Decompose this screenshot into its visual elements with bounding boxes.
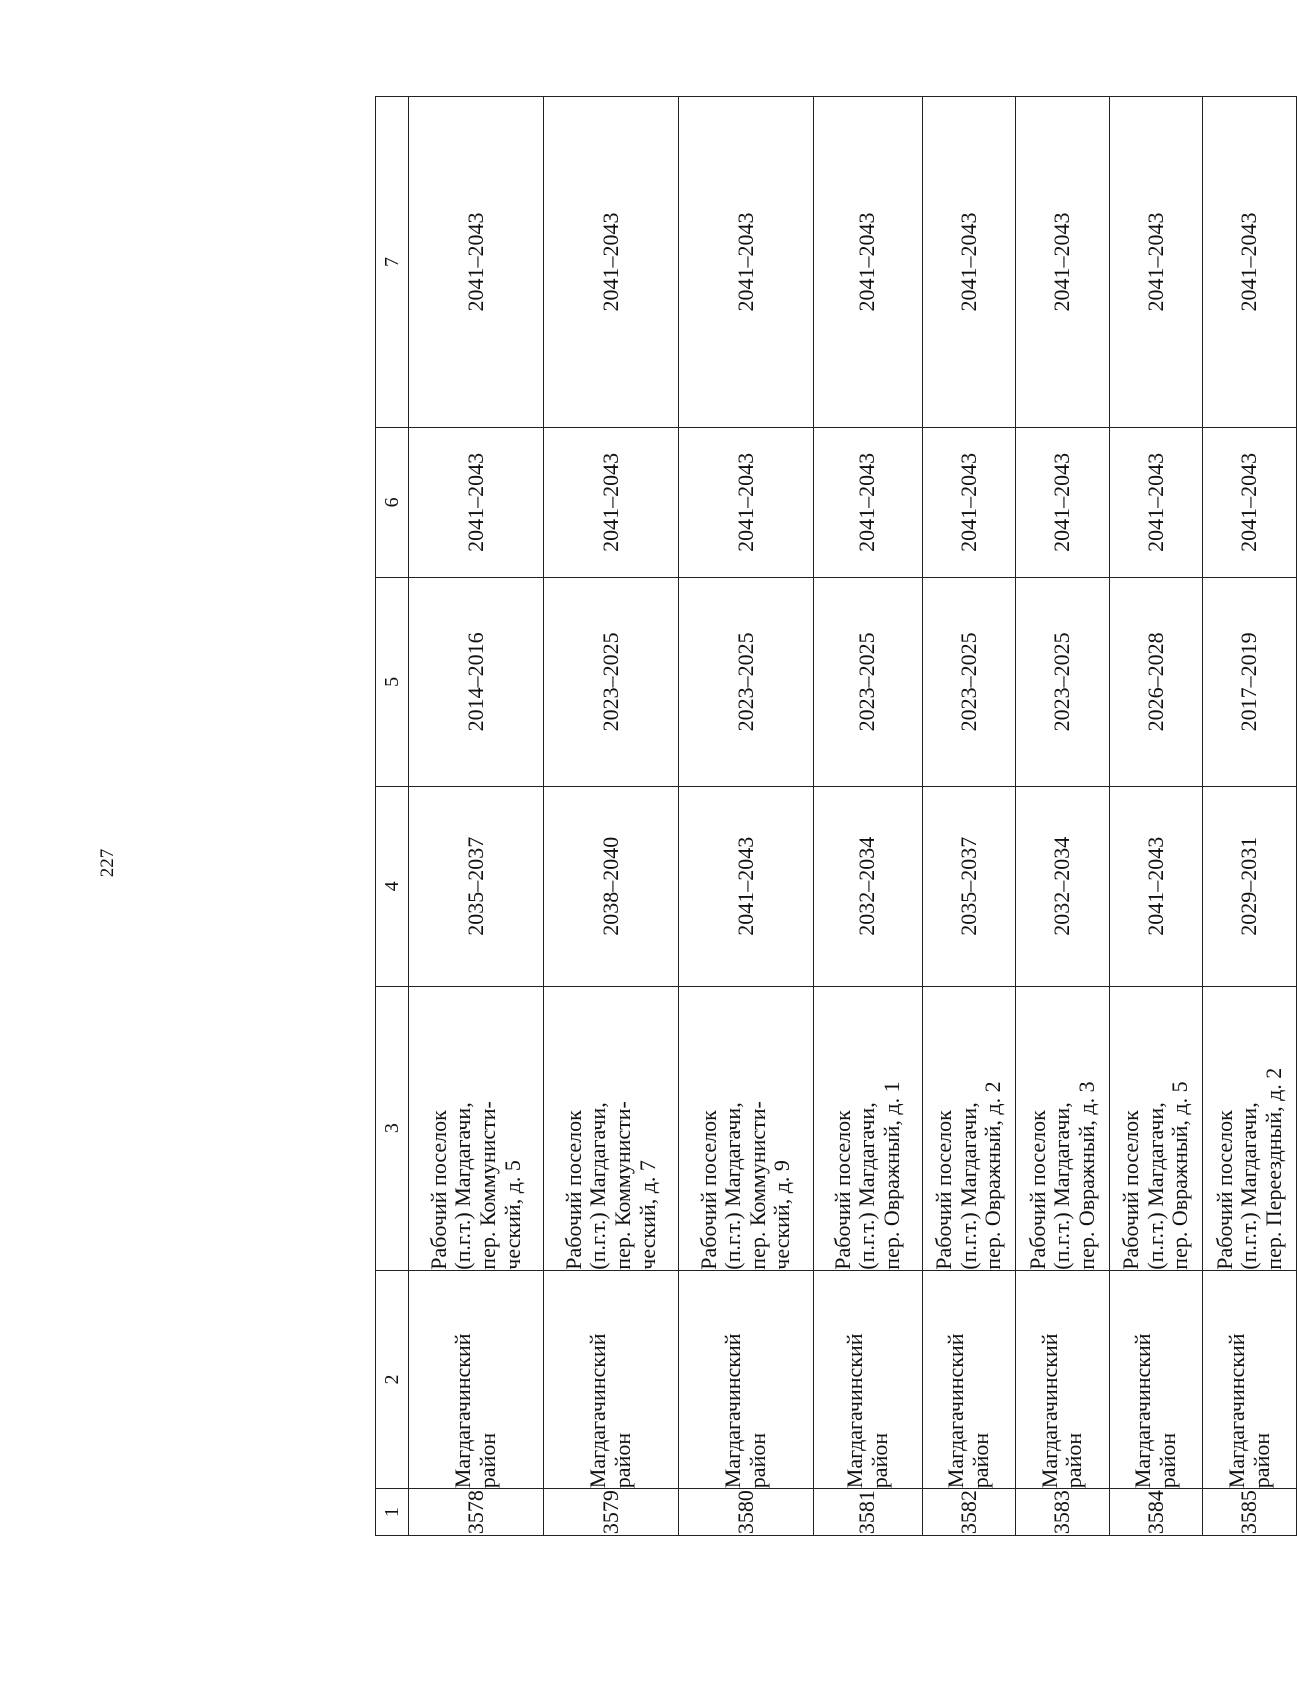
address-cell [1203,986,1297,1270]
address-line: Рабочий поселок [1118,1110,1144,1270]
row-number-cell: 3584 [1109,1489,1203,1536]
table-container [375,96,1297,1536]
address-line: ческий, д. 7 [634,1160,660,1270]
district-line: район [1248,1432,1274,1489]
row-number-cell: 3578 [409,1489,544,1536]
address-cell [543,986,678,1270]
col4-period-cell: 2038–2040 [543,786,678,986]
col5-period-cell: 2026–2028 [1109,577,1203,786]
district-line: Магдагачинский [1224,1333,1250,1489]
address-line: ческий, д. 9 [769,1160,795,1270]
address-cell [922,986,1016,1270]
header-row [376,97,409,1536]
col7-period-cell: 2041–2043 [1203,97,1297,428]
header-col-3: 3 [376,986,409,1270]
address-line: пер. Овражный, д. 1 [879,1081,905,1270]
address-line: Рабочий поселок [930,1110,956,1270]
address-line: Рабочий поселок [695,1110,721,1270]
table-row [678,97,813,1536]
address-cell [813,986,922,1270]
col4-period-cell: 2029–2031 [1203,786,1297,986]
table-row [543,97,678,1536]
data-table [375,96,1297,1536]
row-number-cell: 3585 [1203,1489,1297,1536]
col4-period-cell: 2032–2034 [1016,786,1110,986]
table-row [1203,97,1297,1536]
district-line: Магдагачинский [1130,1333,1156,1489]
header-col-7: 7 [376,97,409,428]
header-col-2: 2 [376,1270,409,1489]
district-cell [922,1270,1016,1489]
district-cell [409,1270,544,1489]
row-number-cell: 3580 [678,1489,813,1536]
district-line: район [967,1432,993,1489]
district-line: район [744,1432,770,1489]
row-number-cell: 3582 [922,1489,1016,1536]
district-line: Магдагачинский [1036,1333,1062,1489]
col7-period-cell: 2041–2043 [409,97,544,428]
district-line: Магдагачинский [720,1333,746,1489]
row-number-cell: 3583 [1016,1489,1110,1536]
address-line: (п.г.т.) Магдагачи, [854,1102,880,1270]
col6-period-cell: 2041–2043 [813,427,922,577]
col7-period-cell: 2041–2043 [1109,97,1203,428]
address-line: пер. Переездный, д. 2 [1260,1067,1286,1270]
col5-period-cell: 2023–2025 [813,577,922,786]
col4-period-cell: 2035–2037 [922,786,1016,986]
header-col-4: 4 [376,786,409,986]
col7-period-cell: 2041–2043 [678,97,813,428]
col5-period-cell: 2023–2025 [1016,577,1110,786]
col5-period-cell: 2023–2025 [678,577,813,786]
address-line: пер. Овражный, д. 3 [1073,1081,1099,1270]
address-line: Рабочий поселок [1211,1110,1237,1270]
row-number-cell: 3581 [813,1489,922,1536]
col7-period-cell: 2041–2043 [922,97,1016,428]
address-line: ческий, д. 5 [499,1160,525,1270]
district-cell [813,1270,922,1489]
district-line: Магдагачинский [842,1333,868,1489]
district-cell [678,1270,813,1489]
district-line: Магдагачинский [585,1333,611,1489]
address-line: Рабочий поселок [829,1110,855,1270]
col4-period-cell: 2041–2043 [1109,786,1203,986]
address-line: пер. Коммунисти- [609,1101,635,1270]
col5-period-cell: 2017–2019 [1203,577,1297,786]
col5-period-cell: 2023–2025 [922,577,1016,786]
row-number-cell: 3579 [543,1489,678,1536]
table-body [409,97,1297,1536]
col6-period-cell: 2041–2043 [543,427,678,577]
header-col-5: 5 [376,577,409,786]
district-line: район [474,1432,500,1489]
address-line: Рабочий поселок [425,1110,451,1270]
address-cell [1109,986,1203,1270]
district-cell [1109,1270,1203,1489]
table-row [813,97,922,1536]
col7-period-cell: 2041–2043 [813,97,922,428]
address-line: Рабочий поселок [560,1110,586,1270]
district-line: район [609,1432,635,1489]
table-row [1109,97,1203,1536]
district-line: район [1155,1432,1181,1489]
address-cell [1016,986,1110,1270]
address-line: пер. Овражный, д. 2 [980,1081,1006,1270]
table-row [1016,97,1110,1536]
address-cell [678,986,813,1270]
page-number: 227 [97,848,118,878]
col5-period-cell: 2014–2016 [409,577,544,786]
col6-period-cell: 2041–2043 [1016,427,1110,577]
district-line: Магдагачинский [450,1333,476,1489]
address-cell [409,986,544,1270]
col6-period-cell: 2041–2043 [1203,427,1297,577]
header-col-1: 1 [376,1489,409,1536]
col7-period-cell: 2041–2043 [543,97,678,428]
col6-period-cell: 2041–2043 [1109,427,1203,577]
table-row [922,97,1016,1536]
col4-period-cell: 2032–2034 [813,786,922,986]
table-row [409,97,544,1536]
district-cell [1016,1270,1110,1489]
address-line: Рабочий поселок [1024,1110,1050,1270]
col4-period-cell: 2041–2043 [678,786,813,986]
address-line: пер. Овражный, д. 5 [1167,1081,1193,1270]
col7-period-cell: 2041–2043 [1016,97,1110,428]
col5-period-cell: 2023–2025 [543,577,678,786]
address-line: (п.г.т.) Магдагачи, [450,1102,476,1270]
district-line: район [1061,1432,1087,1489]
district-line: район [866,1432,892,1489]
address-line: (п.г.т.) Магдагачи, [1236,1102,1262,1270]
address-line: (п.г.т.) Магдагачи, [1049,1102,1075,1270]
col6-period-cell: 2041–2043 [922,427,1016,577]
header-col-6: 6 [376,427,409,577]
district-line: Магдагачинский [943,1333,969,1489]
address-line: (п.г.т.) Магдагачи, [720,1102,746,1270]
col6-period-cell: 2041–2043 [409,427,544,577]
address-line: пер. Коммунисти- [474,1101,500,1270]
address-line: (п.г.т.) Магдагачи, [1142,1102,1168,1270]
district-cell [1203,1270,1297,1489]
col6-period-cell: 2041–2043 [678,427,813,577]
col4-period-cell: 2035–2037 [409,786,544,986]
district-cell [543,1270,678,1489]
address-line: пер. Коммунисти- [744,1101,770,1270]
address-line: (п.г.т.) Магдагачи, [955,1102,981,1270]
address-line: (п.г.т.) Магдагачи, [585,1102,611,1270]
